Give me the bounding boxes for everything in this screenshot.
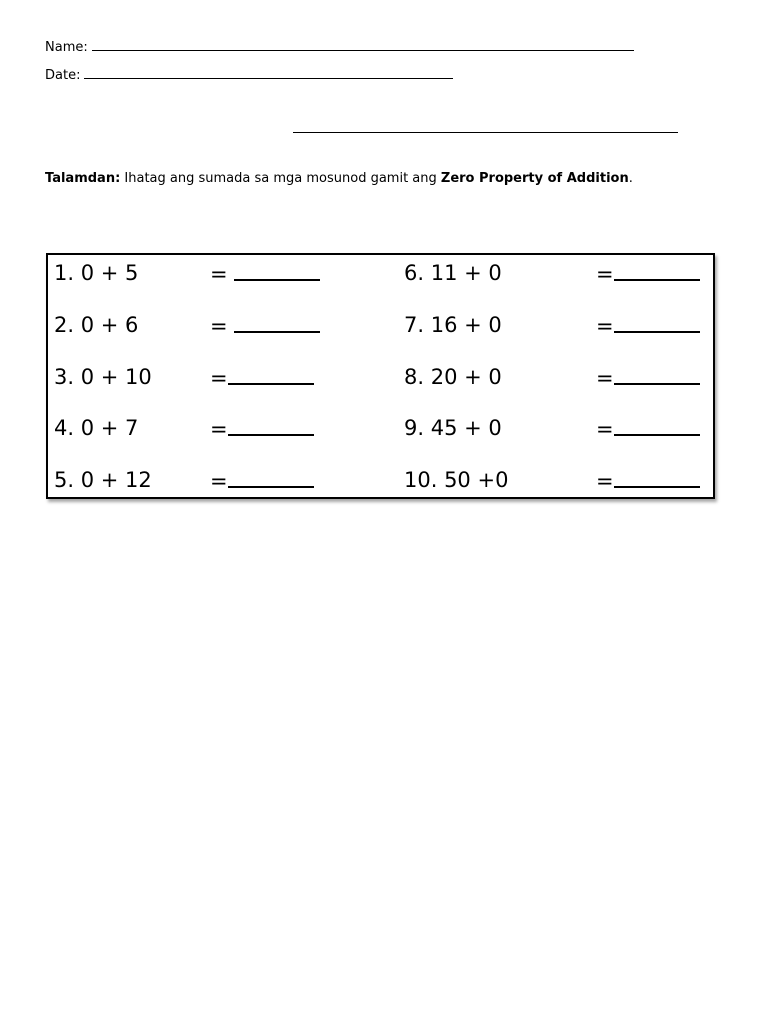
equals-sign: = bbox=[596, 262, 614, 286]
answer-blank[interactable] bbox=[614, 416, 700, 436]
instructions-label: Talamdan: bbox=[45, 171, 121, 186]
answer-3 bbox=[210, 365, 314, 390]
answer-blank[interactable] bbox=[614, 313, 700, 333]
answer-blank[interactable] bbox=[228, 416, 314, 436]
instructions bbox=[45, 170, 685, 187]
problem-10: 10. 50 +0 bbox=[404, 468, 509, 492]
equals-sign: = bbox=[596, 366, 614, 390]
answer-1 bbox=[210, 261, 320, 286]
name-blank[interactable] bbox=[92, 38, 634, 51]
problem-1: 1. 0 + 5 bbox=[54, 261, 139, 285]
problem-8: 8. 20 + 0 bbox=[404, 365, 502, 389]
instructions-emphasis: Zero Property of Addition bbox=[440, 171, 629, 186]
date-label: Date: bbox=[45, 68, 81, 83]
answer-10 bbox=[596, 468, 700, 493]
problem-7: 7. 16 + 0 bbox=[404, 313, 502, 337]
answer-blank[interactable] bbox=[234, 313, 320, 333]
answer-2 bbox=[210, 313, 320, 338]
answer-4 bbox=[210, 416, 314, 441]
problem-box bbox=[46, 253, 715, 499]
name-field bbox=[45, 38, 634, 56]
equals-sign: = bbox=[210, 366, 228, 390]
problem-5: 5. 0 + 12 bbox=[54, 468, 152, 492]
problem-6: 6. 11 + 0 bbox=[404, 261, 502, 285]
equals-sign: = bbox=[210, 469, 228, 493]
answer-8 bbox=[596, 365, 700, 390]
answer-blank[interactable] bbox=[614, 261, 700, 281]
answer-blank[interactable] bbox=[234, 261, 320, 281]
answer-7 bbox=[596, 313, 700, 338]
equals-sign: = bbox=[596, 417, 614, 441]
equals-sign: = bbox=[596, 314, 614, 338]
answer-6 bbox=[596, 261, 700, 286]
answer-5 bbox=[210, 468, 314, 493]
problem-9: 9. 45 + 0 bbox=[404, 416, 502, 440]
equals-sign: = bbox=[210, 314, 235, 338]
equals-sign: = bbox=[596, 469, 614, 493]
answer-blank[interactable] bbox=[228, 468, 314, 488]
answer-blank[interactable] bbox=[614, 468, 700, 488]
equals-sign: = bbox=[210, 417, 228, 441]
name-label: Name: bbox=[45, 40, 88, 55]
problem-2: 2. 0 + 6 bbox=[54, 313, 139, 337]
date-blank[interactable] bbox=[84, 66, 453, 79]
answer-9 bbox=[596, 416, 700, 441]
answer-blank[interactable] bbox=[614, 365, 700, 385]
instructions-end: . bbox=[628, 171, 633, 186]
title-blank-rule bbox=[293, 132, 678, 133]
equals-sign: = bbox=[210, 262, 235, 286]
problem-4: 4. 0 + 7 bbox=[54, 416, 139, 440]
problem-3: 3. 0 + 10 bbox=[54, 365, 152, 389]
instructions-text: Ihatag ang sumada sa mga mosunod gamit ang bbox=[120, 171, 441, 186]
answer-blank[interactable] bbox=[228, 365, 314, 385]
date-field bbox=[45, 66, 453, 84]
